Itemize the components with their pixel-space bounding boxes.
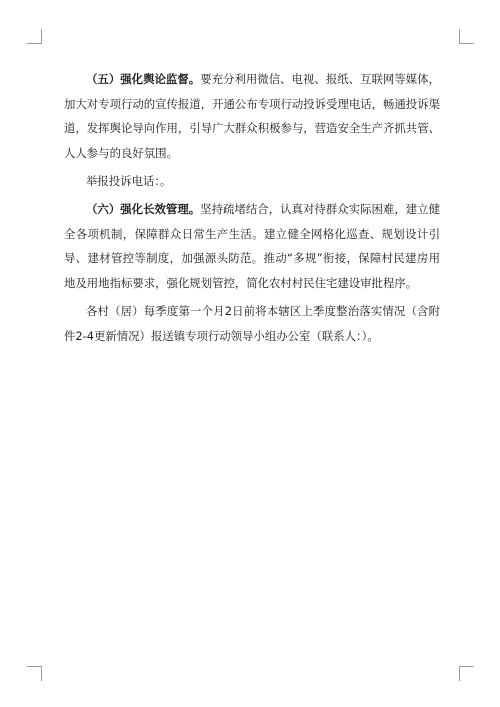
paragraph-text: 各村（居）每季度第一个月2日前将本辖区上季度整治落实情况（含附件2-4更新情况）报送镇专项行动领导小组办公室（联系人：）。	[64, 304, 440, 343]
paragraph-heading: （五）强化舆论监督。	[86, 72, 201, 86]
paragraph-long-term-management	[64, 197, 440, 295]
document-body	[64, 67, 440, 353]
paragraph-public-opinion	[64, 67, 440, 165]
corner-mark-top-right	[459, 29, 474, 44]
paragraph-heading: （六）强化长效管理。	[86, 201, 201, 216]
paragraph-text: 坚持疏堵结合，认真对待群众实际困难，建立健全各项机制，保障群众日常生产生活。建立健全网格化巡查、规划设计引导、建材管控等制度，加强源头防范。推动“多规”衔接，保障村民建房用地及用地指标要求，强化规划管控，简化农村村民住宅建设审批程序。	[64, 201, 440, 290]
paragraph-text: 要充分利用微信、电视、报纸、互联网等媒体，加大对专项行动的宣传报道，开通公布专项行动投诉受理电话，畅通投诉渠道，发挥舆论导向作用，引导广大群众积极参与，营造安全生产齐抓共管、人人参与的良好氛围。	[64, 72, 440, 160]
paragraph-text: 举报投诉电话：。	[86, 174, 172, 189]
corner-mark-top-left	[27, 29, 42, 44]
paragraph-quarterly-report	[64, 299, 440, 348]
corner-mark-bottom-right	[459, 666, 474, 681]
corner-mark-bottom-left	[27, 666, 42, 681]
paragraph-hotline	[64, 169, 440, 194]
